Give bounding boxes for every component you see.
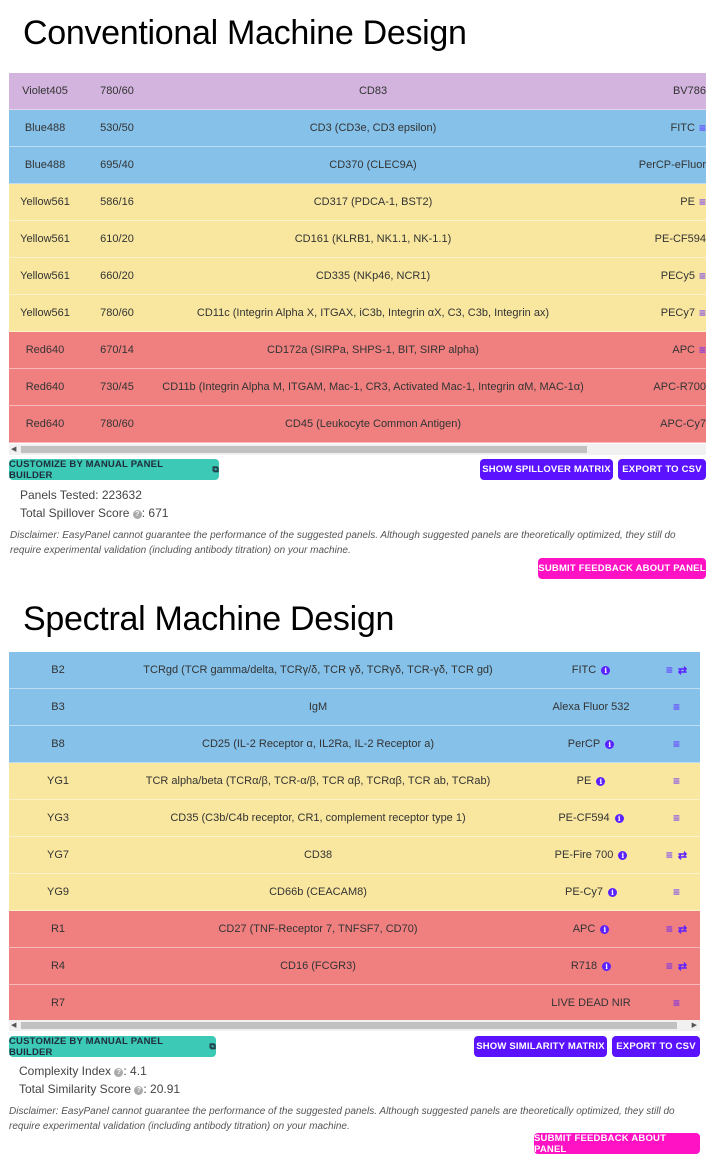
filter-cell: 530/50 bbox=[100, 122, 134, 134]
fluorochrome-cell bbox=[529, 763, 653, 799]
row-actions bbox=[653, 689, 700, 725]
external-link-icon: ⧉ bbox=[212, 464, 219, 474]
marker-cell: CD161 (KLRB1, NK1.1, NK-1.1) bbox=[294, 233, 452, 245]
fluorochrome-cell[interactable] bbox=[609, 73, 706, 109]
detector-cell: B3 bbox=[51, 701, 65, 713]
scroll-left-icon[interactable]: ◀ bbox=[11, 1022, 17, 1029]
export-csv-button[interactable]: EXPORT TO CSV bbox=[612, 1036, 700, 1057]
menu-icon[interactable]: ≡ bbox=[665, 922, 673, 936]
filter-cell: 586/16 bbox=[100, 196, 134, 208]
swap-icon[interactable]: ⇄ bbox=[677, 849, 688, 862]
table-row bbox=[9, 295, 706, 332]
detector-cell: R1 bbox=[50, 923, 66, 935]
fluorochrome-cell[interactable] bbox=[609, 406, 706, 442]
menu-icon[interactable]: ≡ bbox=[698, 121, 706, 135]
row-actions bbox=[653, 874, 700, 910]
laser-cell: Violet405 bbox=[22, 85, 68, 97]
filter-cell: 730/45 bbox=[100, 381, 134, 393]
filter-cell: 780/60 bbox=[100, 418, 134, 430]
info-icon[interactable]: i bbox=[618, 851, 627, 860]
detector-cell: YG1 bbox=[46, 775, 69, 787]
menu-icon[interactable]: ≡ bbox=[672, 996, 680, 1010]
scroll-left-icon[interactable]: ◀ bbox=[11, 446, 17, 453]
conventional-table bbox=[9, 73, 706, 443]
menu-icon[interactable]: ≡ bbox=[665, 848, 673, 862]
customize-panel-button[interactable] bbox=[9, 459, 219, 480]
marker-cell bbox=[107, 985, 529, 1020]
panels-tested-label: Panels Tested: bbox=[20, 488, 99, 502]
info-icon[interactable]: i bbox=[601, 666, 610, 675]
laser-cell: Red640 bbox=[25, 418, 65, 430]
fluorochrome-label: FITC bbox=[670, 122, 695, 134]
laser-cell: Red640 bbox=[25, 381, 65, 393]
row-actions bbox=[653, 948, 700, 984]
fluorochrome-cell[interactable] bbox=[609, 295, 706, 331]
marker-cell: TCR alpha/beta (TCRα/β, TCR-α/β, TCR αβ, TCRαβ, TCR ab, TCRab) bbox=[145, 775, 491, 787]
laser-cell: Yellow561 bbox=[20, 307, 70, 319]
submit-feedback-button[interactable]: SUBMIT FEEDBACK ABOUT PANEL bbox=[538, 558, 706, 579]
marker-cell: CD11c (Integrin Alpha X, ITGAX, iC3b, Integrin αX, C3, C3b, Integrin ax) bbox=[196, 307, 550, 319]
filter-cell: 670/14 bbox=[100, 344, 134, 356]
fluorochrome-cell bbox=[529, 652, 653, 688]
swap-icon[interactable]: ⇄ bbox=[677, 960, 688, 973]
menu-icon[interactable]: ≡ bbox=[698, 195, 706, 209]
laser-cell: Yellow561 bbox=[20, 196, 70, 208]
info-icon[interactable]: i bbox=[596, 777, 605, 786]
customize-label: CUSTOMIZE BY MANUAL PANEL BUILDER bbox=[9, 1035, 164, 1058]
table-row bbox=[9, 110, 706, 147]
filter-cell: 660/20 bbox=[100, 270, 134, 282]
fluorochrome-cell[interactable] bbox=[609, 184, 706, 220]
row-actions bbox=[653, 763, 700, 799]
submit-feedback-button[interactable]: SUBMIT FEEDBACK ABOUT PANEL bbox=[534, 1133, 700, 1154]
fluorochrome-label: APC bbox=[672, 344, 695, 356]
table-row bbox=[9, 689, 700, 726]
marker-cell: CD3 (CD3e, CD3 epsilon) bbox=[309, 122, 437, 134]
menu-icon[interactable]: ≡ bbox=[672, 737, 680, 751]
fluorochrome-cell bbox=[529, 911, 653, 947]
fluorochrome-label: PerCP bbox=[567, 738, 601, 750]
swap-icon[interactable]: ⇄ bbox=[677, 923, 688, 936]
detector-cell: R7 bbox=[50, 997, 66, 1009]
fluorochrome-label: BV786 bbox=[672, 85, 706, 97]
show-spillover-matrix-button[interactable]: SHOW SPILLOVER MATRIX bbox=[480, 459, 613, 480]
marker-cell: CD45 (Leukocyte Common Antigen) bbox=[284, 418, 462, 430]
marker-cell: CD66b (CEACAM8) bbox=[269, 886, 367, 898]
table-row bbox=[9, 652, 700, 689]
info-icon[interactable]: i bbox=[600, 925, 609, 934]
fluorochrome-label: FITC bbox=[571, 664, 597, 676]
filter-cell: 695/40 bbox=[100, 159, 134, 171]
help-icon[interactable]: ? bbox=[133, 510, 142, 519]
row-actions bbox=[653, 911, 700, 947]
marker-cell: CD25 (IL-2 Receptor α, IL2Ra, IL-2 Receptor a) bbox=[202, 738, 434, 750]
laser-cell: Yellow561 bbox=[20, 270, 70, 282]
fluorochrome-label: PE bbox=[680, 196, 695, 208]
table-row bbox=[9, 73, 706, 110]
detector-cell: B2 bbox=[51, 664, 65, 676]
table-row bbox=[9, 184, 706, 221]
panels-tested-value: 223632 bbox=[101, 488, 142, 502]
marker-cell: TCRgd (TCR gamma/delta, TCRγ/δ, TCR γδ, TCRγδ, TCR-γδ, TCR gd) bbox=[143, 664, 493, 676]
fluorochrome-cell bbox=[529, 874, 653, 910]
fluorochrome-label: PECy7 bbox=[660, 307, 695, 319]
spillover-score-value: : 671 bbox=[141, 506, 169, 520]
similarity-score-value: : 20.91 bbox=[143, 1082, 181, 1096]
filter-cell: 780/60 bbox=[100, 307, 134, 319]
show-similarity-matrix-button[interactable]: SHOW SIMILARITY MATRIX bbox=[474, 1036, 607, 1057]
total-similarity-score bbox=[19, 1082, 180, 1096]
detector-cell: YG7 bbox=[46, 849, 69, 861]
table-row bbox=[9, 874, 700, 911]
laser-cell: Blue488 bbox=[24, 122, 66, 134]
fluorochrome-cell[interactable] bbox=[609, 369, 706, 405]
spillover-score-label: Total Spillover Score bbox=[20, 506, 130, 520]
scroll-thumb[interactable] bbox=[21, 1022, 677, 1029]
spectral-scrollbar[interactable] bbox=[9, 1020, 700, 1031]
row-actions bbox=[653, 800, 700, 836]
info-icon[interactable]: i bbox=[615, 814, 624, 823]
panels-tested bbox=[20, 488, 142, 502]
menu-icon[interactable]: ≡ bbox=[665, 959, 673, 973]
fluorochrome-cell bbox=[529, 948, 653, 984]
table-row bbox=[9, 147, 706, 184]
fluorochrome-label: APC bbox=[572, 923, 596, 935]
table-row bbox=[9, 726, 700, 763]
info-icon[interactable]: i bbox=[602, 962, 611, 971]
fluorochrome-cell[interactable] bbox=[609, 332, 706, 368]
fluorochrome-label: LIVE DEAD NIR bbox=[551, 997, 631, 1009]
marker-cell: CD317 (PDCA-1, BST2) bbox=[313, 196, 433, 208]
conventional-disclaimer: Disclaimer: EasyPanel cannot guarantee the performance of the suggested panels. Although suggested panels are theoretically optimized, they still do require experimental validation (including antibody titration) on your machine. bbox=[10, 530, 676, 556]
table-row bbox=[9, 837, 700, 874]
fluorochrome-cell[interactable] bbox=[609, 258, 706, 294]
conventional-scrollbar[interactable] bbox=[9, 444, 706, 455]
marker-cell: CD27 (TNF-Receptor 7, TNFSF7, CD70) bbox=[218, 923, 418, 935]
fluorochrome-label: PE-Fire 700 bbox=[554, 849, 614, 861]
fluorochrome-cell bbox=[529, 837, 653, 873]
row-actions bbox=[653, 985, 700, 1020]
similarity-score-label: Total Similarity Score bbox=[19, 1082, 132, 1096]
complexity-index bbox=[19, 1064, 147, 1078]
fluorochrome-label: R718 bbox=[570, 960, 598, 972]
fluorochrome-cell bbox=[529, 800, 653, 836]
fluorochrome-label: APC-R700 bbox=[653, 381, 706, 393]
spectral-title: Spectral Machine Design bbox=[23, 600, 395, 638]
row-actions bbox=[653, 837, 700, 873]
customize-label: CUSTOMIZE BY MANUAL PANEL BUILDER bbox=[9, 458, 164, 481]
fluorochrome-label: PECy5 bbox=[660, 270, 695, 282]
detector-cell: YG9 bbox=[46, 886, 69, 898]
laser-cell: Blue488 bbox=[24, 159, 66, 171]
help-icon[interactable]: ? bbox=[114, 1068, 123, 1077]
fluorochrome-cell[interactable] bbox=[609, 147, 706, 183]
filter-cell: 610/20 bbox=[100, 233, 134, 245]
row-actions bbox=[653, 652, 700, 688]
menu-icon[interactable]: ≡ bbox=[672, 774, 680, 788]
row-actions bbox=[653, 726, 700, 762]
customize-panel-button[interactable] bbox=[9, 1036, 216, 1057]
marker-cell: CD370 (CLEC9A) bbox=[329, 159, 417, 171]
table-row bbox=[9, 911, 700, 948]
detector-cell: B8 bbox=[51, 738, 65, 750]
complexity-index-value: : 4.1 bbox=[123, 1064, 147, 1078]
spectral-disclaimer: Disclaimer: EasyPanel cannot guarantee the performance of the suggested panels. Although suggested panels are theoretically optimized, they still do require experimental validation (including antibody titration) on your machine. bbox=[9, 1106, 675, 1132]
marker-cell: IgM bbox=[308, 701, 328, 713]
menu-icon[interactable]: ≡ bbox=[672, 700, 680, 714]
fluorochrome-label: PE-CF594 bbox=[654, 233, 706, 245]
swap-icon[interactable]: ⇄ bbox=[677, 664, 688, 677]
marker-cell: CD16 (FCGR3) bbox=[280, 960, 356, 972]
menu-icon[interactable]: ≡ bbox=[665, 663, 673, 677]
marker-cell: CD38 bbox=[303, 849, 333, 861]
fluorochrome-label: PE bbox=[576, 775, 592, 787]
marker-cell: CD83 bbox=[358, 85, 388, 97]
filter-cell: 780/60 bbox=[100, 85, 134, 97]
table-row bbox=[9, 258, 706, 295]
menu-icon[interactable]: ≡ bbox=[672, 811, 680, 825]
fluorochrome-label: PerCP-eFluor bbox=[638, 159, 706, 171]
fluorochrome-label: APC-Cy7 bbox=[660, 418, 706, 430]
menu-icon[interactable]: ≡ bbox=[672, 885, 680, 899]
fluorochrome-label: Alexa Fluor 532 bbox=[552, 701, 630, 713]
table-row bbox=[9, 406, 706, 443]
table-row bbox=[9, 948, 700, 985]
laser-cell: Yellow561 bbox=[20, 233, 70, 245]
table-row bbox=[9, 332, 706, 369]
info-icon[interactable]: i bbox=[605, 740, 614, 749]
marker-cell: CD35 (C3b/C4b receptor, CR1, complement receptor type 1) bbox=[170, 812, 466, 824]
fluorochrome-cell bbox=[529, 985, 653, 1020]
laser-cell: Red640 bbox=[25, 344, 65, 356]
fluorochrome-cell bbox=[529, 689, 653, 725]
export-csv-button[interactable]: EXPORT TO CSV bbox=[618, 459, 706, 480]
complexity-index-label: Complexity Index bbox=[19, 1064, 112, 1078]
detector-cell: R4 bbox=[50, 960, 66, 972]
info-icon[interactable]: i bbox=[608, 888, 617, 897]
scroll-right-icon[interactable]: ▶ bbox=[691, 1022, 697, 1029]
fluorochrome-label: PE-Cy7 bbox=[565, 886, 603, 898]
fluorochrome-cell bbox=[529, 726, 653, 762]
conventional-title: Conventional Machine Design bbox=[23, 14, 467, 52]
table-row bbox=[9, 221, 706, 258]
fluorochrome-cell[interactable] bbox=[609, 221, 706, 257]
external-link-icon: ⧉ bbox=[209, 1041, 216, 1051]
menu-icon[interactable]: ≡ bbox=[698, 343, 706, 357]
table-row bbox=[9, 800, 700, 837]
table-row bbox=[9, 985, 700, 1020]
detector-cell: YG3 bbox=[46, 812, 69, 824]
marker-cell: CD335 (NKp46, NCR1) bbox=[315, 270, 431, 282]
marker-cell: CD11b (Integrin Alpha M, ITGAM, Mac-1, CR3, Activated Mac-1, Integrin αM, MAC-1α) bbox=[162, 381, 584, 393]
table-row bbox=[9, 763, 700, 800]
menu-icon[interactable]: ≡ bbox=[698, 269, 706, 283]
table-row bbox=[9, 369, 706, 406]
fluorochrome-label: PE-CF594 bbox=[558, 812, 610, 824]
marker-cell: CD172a (SIRPa, SHPS-1, BIT, SIRP alpha) bbox=[267, 344, 479, 356]
help-icon[interactable]: ? bbox=[134, 1086, 143, 1095]
total-spillover-score bbox=[20, 506, 168, 520]
menu-icon[interactable]: ≡ bbox=[698, 306, 706, 320]
fluorochrome-cell[interactable] bbox=[609, 110, 706, 146]
scroll-thumb[interactable] bbox=[21, 446, 587, 453]
spectral-table bbox=[9, 652, 700, 1020]
